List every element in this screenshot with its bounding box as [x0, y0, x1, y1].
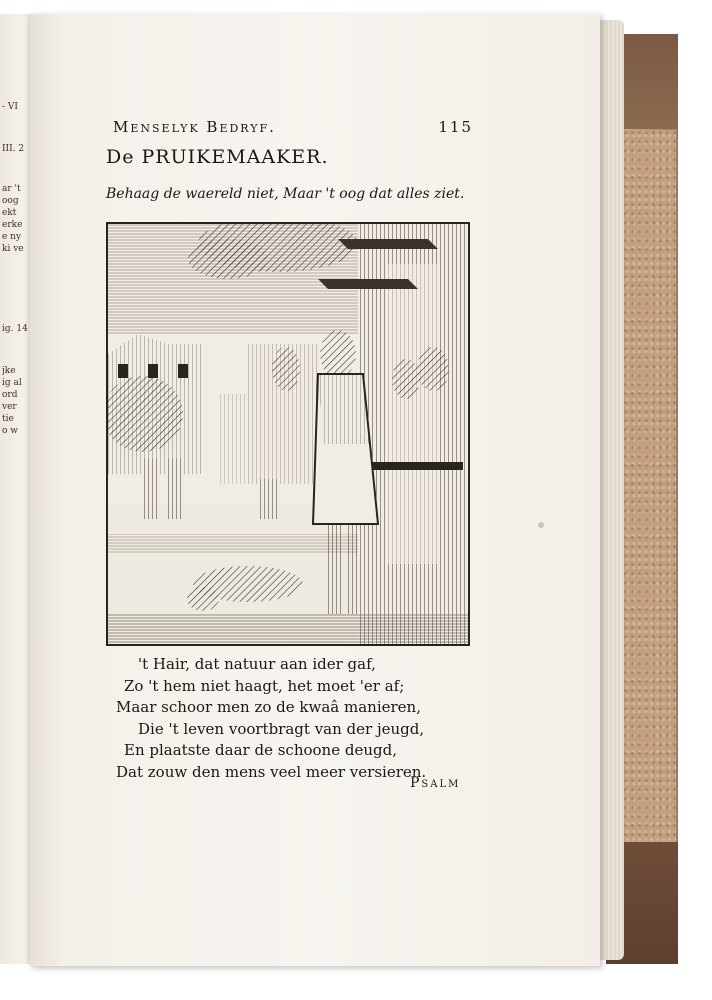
poem-line: Die 't leven voortbragt van der jeugd, — [138, 719, 425, 738]
motto: Behaag de waereld niet, Maar 't oog dat alles ziet. — [106, 186, 465, 202]
poem — [116, 654, 486, 783]
engraving-illustration — [108, 224, 468, 644]
cover-speckled-paper — [624, 130, 676, 842]
left-page-fragment: - VI — [2, 102, 18, 112]
left-page-fragment: o w — [2, 426, 18, 436]
poem-line: Dat zouw den mens veel meer versieren. — [116, 762, 427, 781]
left-page-fragment: ig. 14 — [2, 324, 28, 334]
poem-line: Zo 't hem niet haagt, het moet 'er af; — [124, 676, 405, 695]
left-page-fragment: ki ve — [2, 244, 24, 254]
running-head-title: Menselyk Bedryf. — [113, 118, 276, 136]
left-page-fragment: jke — [2, 366, 16, 376]
left-page-fragment: ig al — [2, 378, 22, 388]
page-number: 115 — [438, 118, 473, 136]
left-page-fragment: tie — [2, 414, 14, 424]
chapter-title: De PRUIKEMAAKER. — [106, 146, 329, 168]
paper-foxing-spot — [538, 522, 544, 528]
catchword: Psalm — [410, 775, 461, 791]
left-page-fragment: ver — [2, 402, 17, 412]
left-page-fragment: III. 2 — [2, 144, 25, 154]
left-page-fragment: e ny — [2, 232, 22, 242]
running-head — [113, 118, 473, 136]
poem-line: 't Hair, dat natuur aan ider gaf, — [138, 655, 376, 673]
left-page-fragment: erke — [2, 220, 23, 230]
left-page-fragment: ord — [2, 390, 18, 400]
left-page-fragment: ar 't — [2, 184, 21, 194]
left-page-fragment: oog — [2, 196, 19, 206]
poem-line: Maar schoor men zo de kwaâ manieren, — [116, 698, 421, 716]
engraving-plate — [106, 222, 470, 646]
poem-line: En plaatste daar de schoone deugd, — [124, 741, 397, 759]
left-page-fragment: ekt — [2, 208, 17, 218]
